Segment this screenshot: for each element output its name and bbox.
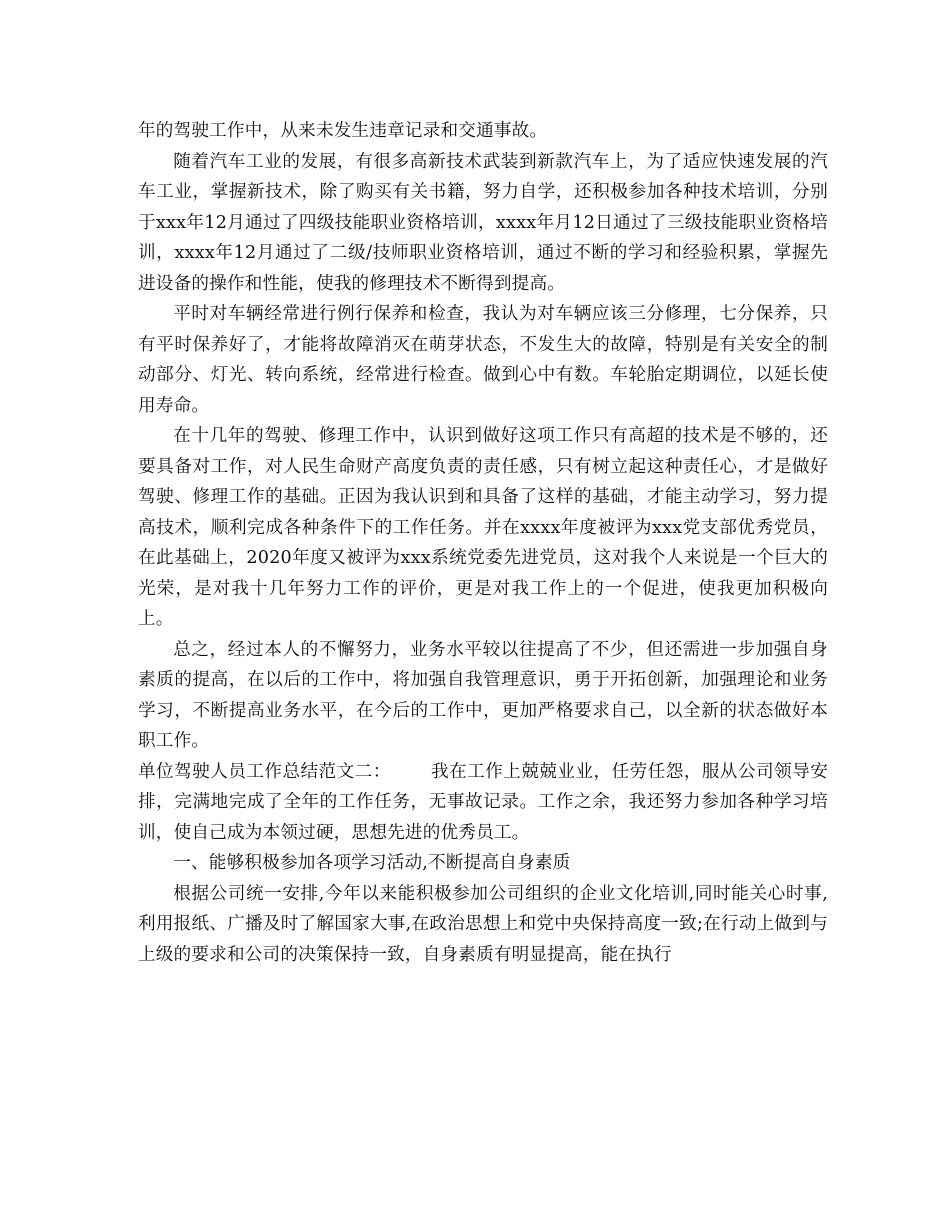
paragraph-5: 总之，经过本人的不懈努力，业务水平较以往提高了不少，但还需进一步加强自身素质的提高，在以后的工作中，将加强自我管理意识，勇于开拓创新，加强理论和业务学习，不断提高业务水平，在今后的工作中，更加严格要求自己，以全新的状态做好本职工作。 bbox=[138, 639, 828, 751]
subheading: 一、能够积极参加各项学习活动,不断提高自身素质 bbox=[173, 853, 571, 873]
paragraph-3: 平时对车辆经常进行例行保养和检查，我认为对车辆应该三分修理，七分保养，只有平时保养好了，才能将故障消灭在萌芽状态，不发生大的故障，特别是有关安全的制动部分、灯光、转向系统，经常进行检查。做到心中有数。车轮胎定期调位，以延长使用寿命。 bbox=[138, 304, 828, 416]
paragraph-1: 年的驾驶工作中，从来未发生违章记录和交通事故。 bbox=[138, 121, 548, 141]
paragraph-2: 随着汽车工业的发展，有很多高新技术武装到新款汽车上，为了适应快速发展的汽车工业，掌握新技术，除了购买有关书籍，努力自学，还积极参加各种技术培训，分别于xxx年12月通过了四级技能职业资格培训，xxxx年月12日通过了三级技能职业资格培训，xxxx年12月通过了二级/技师职业资格培训，通过不断的学习和经验积累，掌握先进设备的操作和性能，使我的修理技术不断得到提高。 bbox=[138, 151, 828, 294]
section-first-text: 我在工作上兢兢业业，任劳任怨，服从公司领导安排，完满地完成了全年的工作任务，无事故记录。工作之余，我还努力参加各种学习培训，使自己成为本领过硬，思想先进的优秀员工。 bbox=[138, 761, 828, 843]
last-paragraph: 根据公司统一安排,今年以来能积极参加公司组织的企业文化培训,同时能关心时事,利用报纸、广播及时了解国家大事,在政治思想上和党中央保持高度一致;在行动上做到与上级的要求和公司的决策保持一致，自身素质有明显提高，能在执行 bbox=[138, 883, 828, 965]
section-heading: 单位驾驶人员工作总结范文二： bbox=[138, 761, 391, 782]
document-body bbox=[138, 116, 828, 970]
section-two-paragraph bbox=[138, 757, 828, 849]
paragraph-4: 在十几年的驾驶、修理工作中，认识到做好这项工作只有高超的技术是不够的，还要具备对工作，对人民生命财产高度负责的责任感，只有树立起这种责任心，才是做好驾驶、修理工作的基础。正因为我认识到和具备了这样的基础，才能主动学习，努力提高技术，顺利完成各种条件下的工作任务。并在xxxx年度被评为xxx党支部优秀党员，在此基础上，2020年度又被评为xxx系统党委先进党员，这对我个人来说是一个巨大的光荣，是对我十几年努力工作的评价，更是对我工作上的一个促进，使我更加积极向上。 bbox=[138, 426, 828, 629]
